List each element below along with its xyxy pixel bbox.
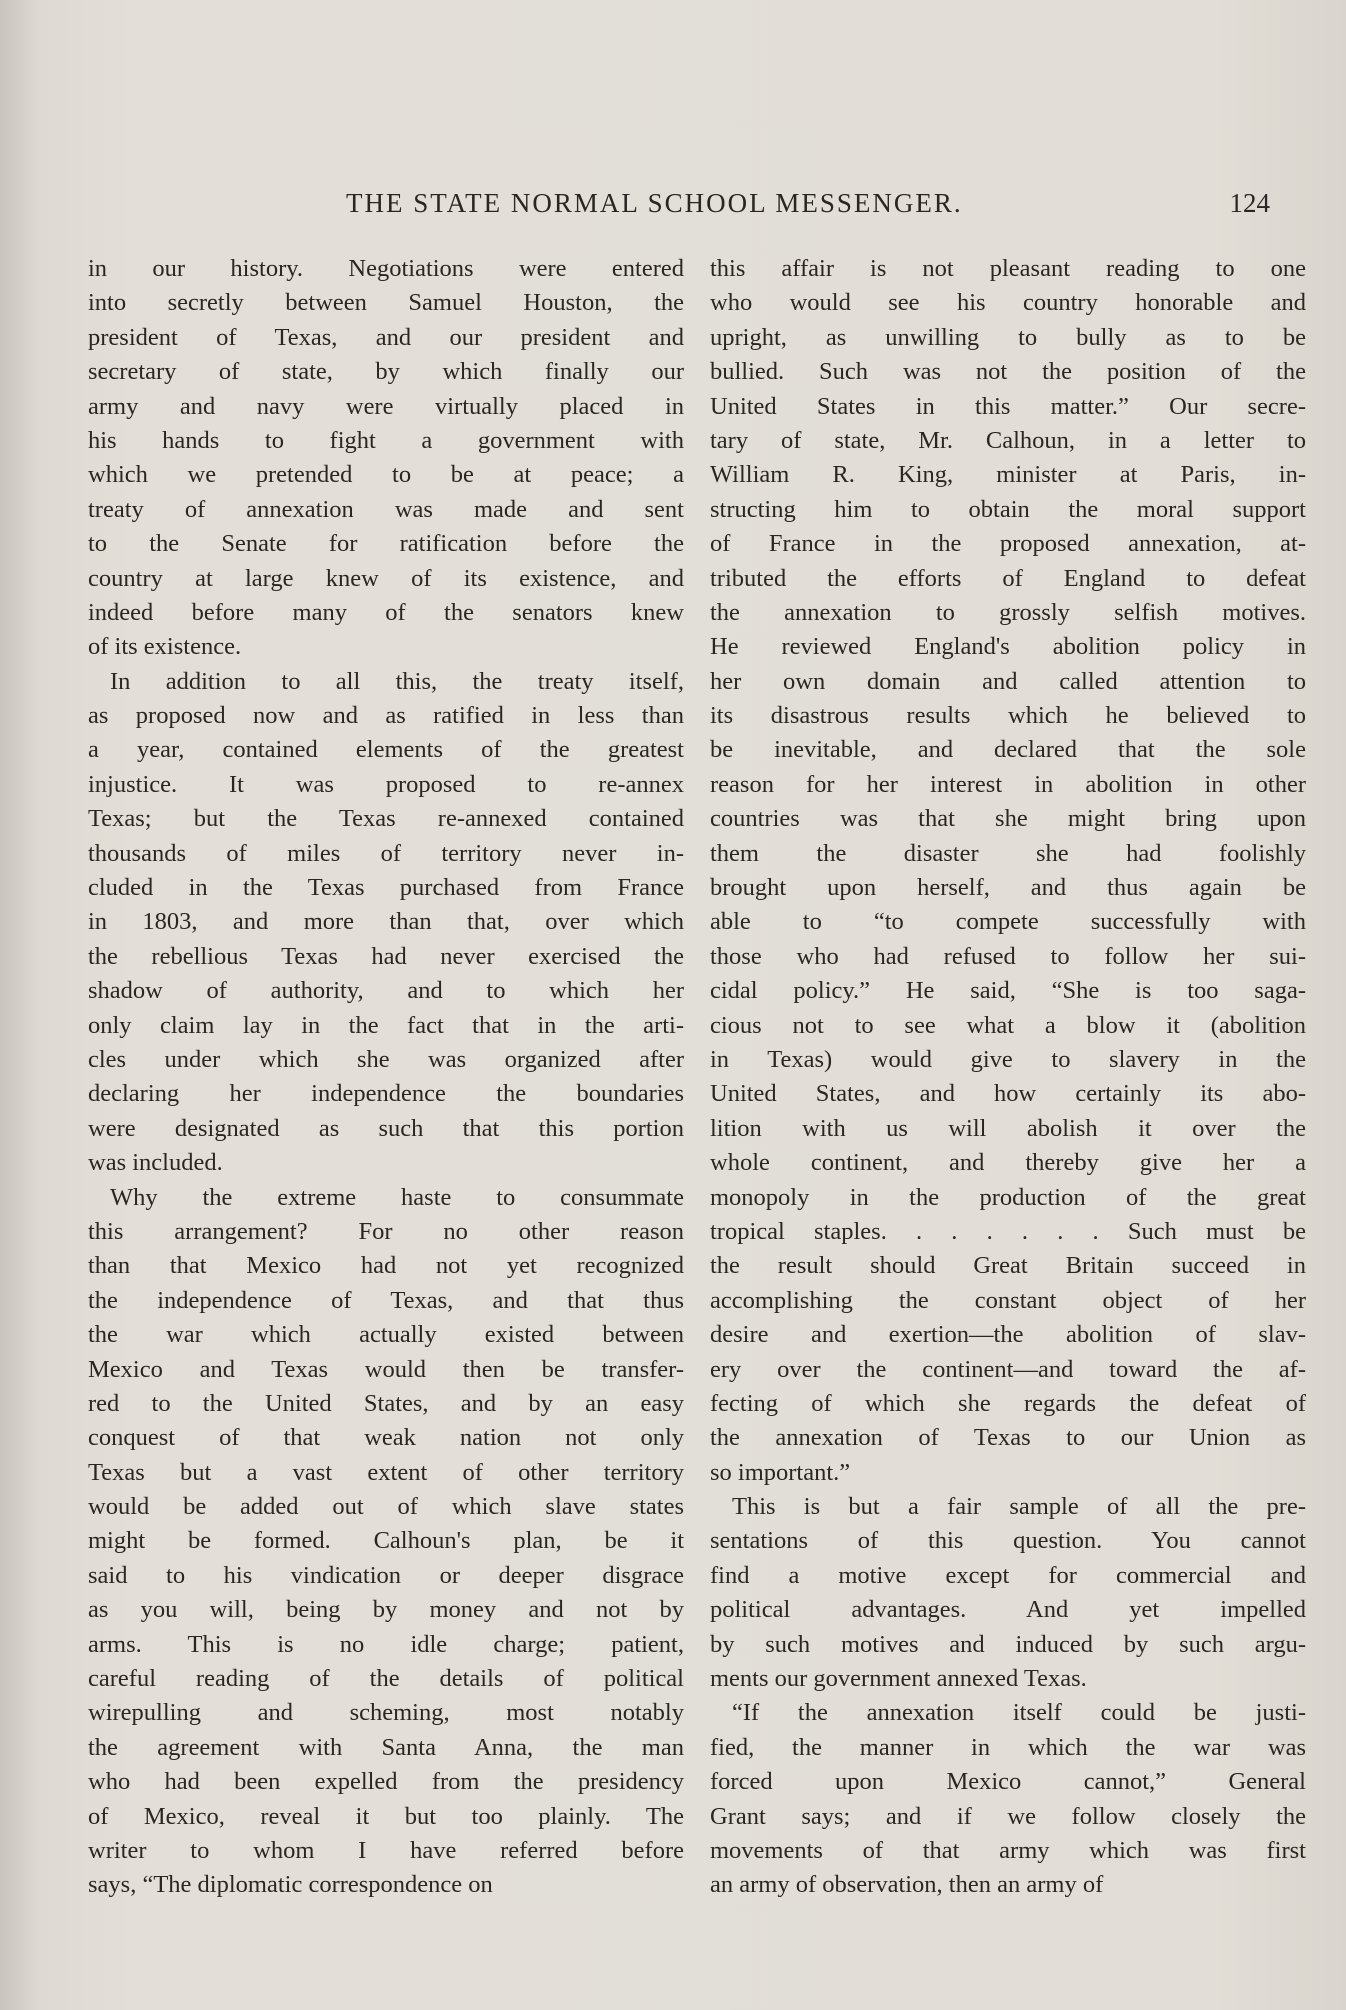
text-line: lition with us will abolish it over the	[710, 1114, 1306, 1142]
text-line: as you will, being by money and not by	[88, 1596, 684, 1624]
text-line: desire and exertion—the abolition of slav-	[710, 1321, 1306, 1349]
text-line: United States, and how certainly its abo-	[710, 1080, 1306, 1108]
text-line: this affair is not pleasant reading to one	[710, 255, 1306, 282]
text-line: Why the extreme haste to consummate	[110, 1183, 684, 1211]
text-line: said to his vindication or deeper disgrace	[88, 1561, 684, 1589]
text-line: the rebellious Texas had never exercised the	[88, 942, 684, 970]
text-line: injustice. It was proposed to re-annex	[88, 770, 684, 798]
text-line: than that Mexico had not yet recognized	[88, 1252, 684, 1280]
text-line: the annexation of Texas to our Union as	[710, 1424, 1306, 1452]
text-line: ments our government annexed Texas.	[710, 1665, 1087, 1693]
text-line: treaty of annexation was made and sent	[88, 495, 684, 523]
page-number: 124	[1229, 188, 1270, 218]
paragraph	[710, 252, 1306, 1490]
running-header	[90, 188, 1270, 228]
text-line: tropical staples. . . . . . . Such must be	[710, 1217, 1306, 1245]
text-line: conquest of that weak nation not only	[88, 1424, 684, 1452]
text-line: in 1803, and more than that, over which	[88, 908, 684, 936]
text-line: would be added out of which slave states	[88, 1493, 684, 1521]
text-line: country at large knew of its existence, and	[88, 564, 684, 592]
text-line: He reviewed England's abolition policy in	[710, 633, 1306, 661]
text-line: indeed before many of the senators knew	[88, 598, 684, 626]
text-line: sentations of this question. You cannot	[710, 1527, 1306, 1555]
text-line: thousands of miles of territory never in-	[88, 839, 684, 867]
text-line: This is but a fair sample of all the pre-	[732, 1493, 1306, 1521]
text-line: countries was that she might bring upon	[710, 805, 1306, 833]
text-line: says, “The diplomatic correspondence on	[88, 1871, 493, 1899]
text-line: as proposed now and as ratified in less than	[88, 702, 684, 730]
text-line: the agreement with Santa Anna, the man	[88, 1733, 684, 1761]
text-line: fecting of which she regards the defeat of	[710, 1389, 1306, 1417]
right-column	[710, 252, 1306, 1903]
journal-title: THE STATE NORMAL SCHOOL MESSENGER.	[346, 188, 963, 218]
text-line: army and navy were virtually placed in	[88, 392, 684, 420]
text-line: fied, the manner in which the war was	[710, 1733, 1306, 1761]
text-line: movements of that army which was first	[710, 1836, 1306, 1864]
text-line: monopoly in the production of the great	[710, 1183, 1306, 1211]
text-line: only claim lay in the fact that in the arti-	[88, 1011, 684, 1039]
text-line: its disastrous results which he believed to	[710, 702, 1306, 730]
text-line: who had been expelled from the presidency	[88, 1768, 684, 1796]
text-line: upright, as unwilling to bully as to be	[710, 323, 1306, 351]
text-line: find a motive except for commercial and	[710, 1561, 1306, 1589]
text-line: cious not to see what a blow it (abolition	[710, 1011, 1306, 1039]
text-line: by such motives and induced by such argu-	[710, 1630, 1306, 1658]
paragraph	[710, 1490, 1306, 1696]
text-line: in our history. Negotiations were entered	[88, 255, 684, 282]
text-line: was included.	[88, 1149, 223, 1177]
text-line: president of Texas, and our president and	[88, 323, 684, 351]
text-line: which we pretended to be at peace; a	[88, 461, 684, 489]
text-line: red to the United States, and by an easy	[88, 1389, 684, 1417]
text-line: bullied. Such was not the position of the	[710, 358, 1306, 386]
text-line: who would see his country honorable and	[710, 289, 1306, 317]
paragraph	[88, 252, 684, 665]
text-line: Mexico and Texas would then be transfer-	[88, 1355, 684, 1383]
text-line: might be formed. Calhoun's plan, be it	[88, 1527, 684, 1555]
text-line: United States in this matter.” Our secre-	[710, 392, 1306, 420]
text-line: secretary of state, by which finally our	[88, 358, 684, 386]
left-column	[88, 252, 684, 1903]
text-line: reason for her interest in abolition in other	[710, 770, 1306, 798]
text-line: In addition to all this, the treaty itself,	[110, 667, 684, 695]
text-line: to the Senate for ratification before the	[88, 530, 684, 558]
text-line: “If the annexation itself could be justi-	[732, 1699, 1306, 1727]
text-line: those who had refused to follow her sui-	[710, 942, 1306, 970]
text-line: William R. King, minister at Paris, in-	[710, 461, 1306, 489]
text-line: able to “to compete successfully with	[710, 908, 1306, 936]
text-line: cidal policy.” He said, “She is too saga-	[710, 977, 1306, 1005]
text-line: cluded in the Texas purchased from France	[88, 874, 684, 902]
text-line: her own domain and called attention to	[710, 667, 1306, 695]
text-line: the independence of Texas, and that thus	[88, 1286, 684, 1314]
text-line: careful reading of the details of political	[88, 1665, 684, 1693]
text-line: so important.”	[710, 1458, 851, 1486]
text-line: an army of observation, then an army of	[710, 1871, 1104, 1899]
text-line: tary of state, Mr. Calhoun, in a letter to	[710, 426, 1306, 454]
text-line: of Mexico, reveal it but too plainly. The	[88, 1802, 684, 1830]
text-line: forced upon Mexico cannot,” General	[710, 1768, 1306, 1796]
text-line: into secretly between Samuel Houston, the	[88, 289, 684, 317]
text-line: declaring her independence the boundaries	[88, 1080, 684, 1108]
text-line: them the disaster she had foolishly	[710, 839, 1306, 867]
text-line: wirepulling and scheming, most notably	[88, 1699, 684, 1727]
text-line: of its existence.	[88, 633, 242, 661]
text-line: the annexation to grossly selfish motives.	[710, 598, 1306, 626]
text-line: arms. This is no idle charge; patient,	[88, 1630, 684, 1658]
text-line: were designated as such that this portion	[88, 1114, 684, 1142]
text-line: accomplishing the constant object of her	[710, 1286, 1306, 1314]
text-line: a year, contained elements of the greatest	[88, 736, 684, 764]
text-line: brought upon herself, and thus again be	[710, 874, 1306, 902]
paragraph	[88, 1181, 684, 1903]
text-line: Texas; but the Texas re-annexed contained	[88, 805, 684, 833]
text-line: tributed the efforts of England to defeat	[710, 564, 1306, 592]
text-line: whole continent, and thereby give her a	[710, 1149, 1306, 1177]
text-line: writer to whom I have referred before	[88, 1836, 684, 1864]
text-line: of France in the proposed annexation, at-	[710, 530, 1306, 558]
text-line: be inevitable, and declared that the sole	[710, 736, 1306, 764]
text-line: political advantages. And yet impelled	[710, 1596, 1306, 1624]
text-line: his hands to fight a government with	[88, 426, 684, 454]
paragraph	[710, 1696, 1306, 1902]
text-line: structing him to obtain the moral support	[710, 495, 1306, 523]
text-line: this arrangement? For no other reason	[88, 1217, 684, 1245]
text-line: cles under which she was organized after	[88, 1045, 684, 1073]
text-line: the war which actually existed between	[88, 1321, 684, 1349]
text-line: shadow of authority, and to which her	[88, 977, 684, 1005]
text-line: Texas but a vast extent of other territory	[88, 1458, 684, 1486]
text-line: the result should Great Britain succeed in	[710, 1252, 1306, 1280]
text-line: ery over the continent—and toward the af-	[710, 1355, 1306, 1383]
text-line: Grant says; and if we follow closely the	[710, 1802, 1306, 1830]
paragraph	[88, 665, 684, 1181]
text-line: in Texas) would give to slavery in the	[710, 1045, 1306, 1073]
